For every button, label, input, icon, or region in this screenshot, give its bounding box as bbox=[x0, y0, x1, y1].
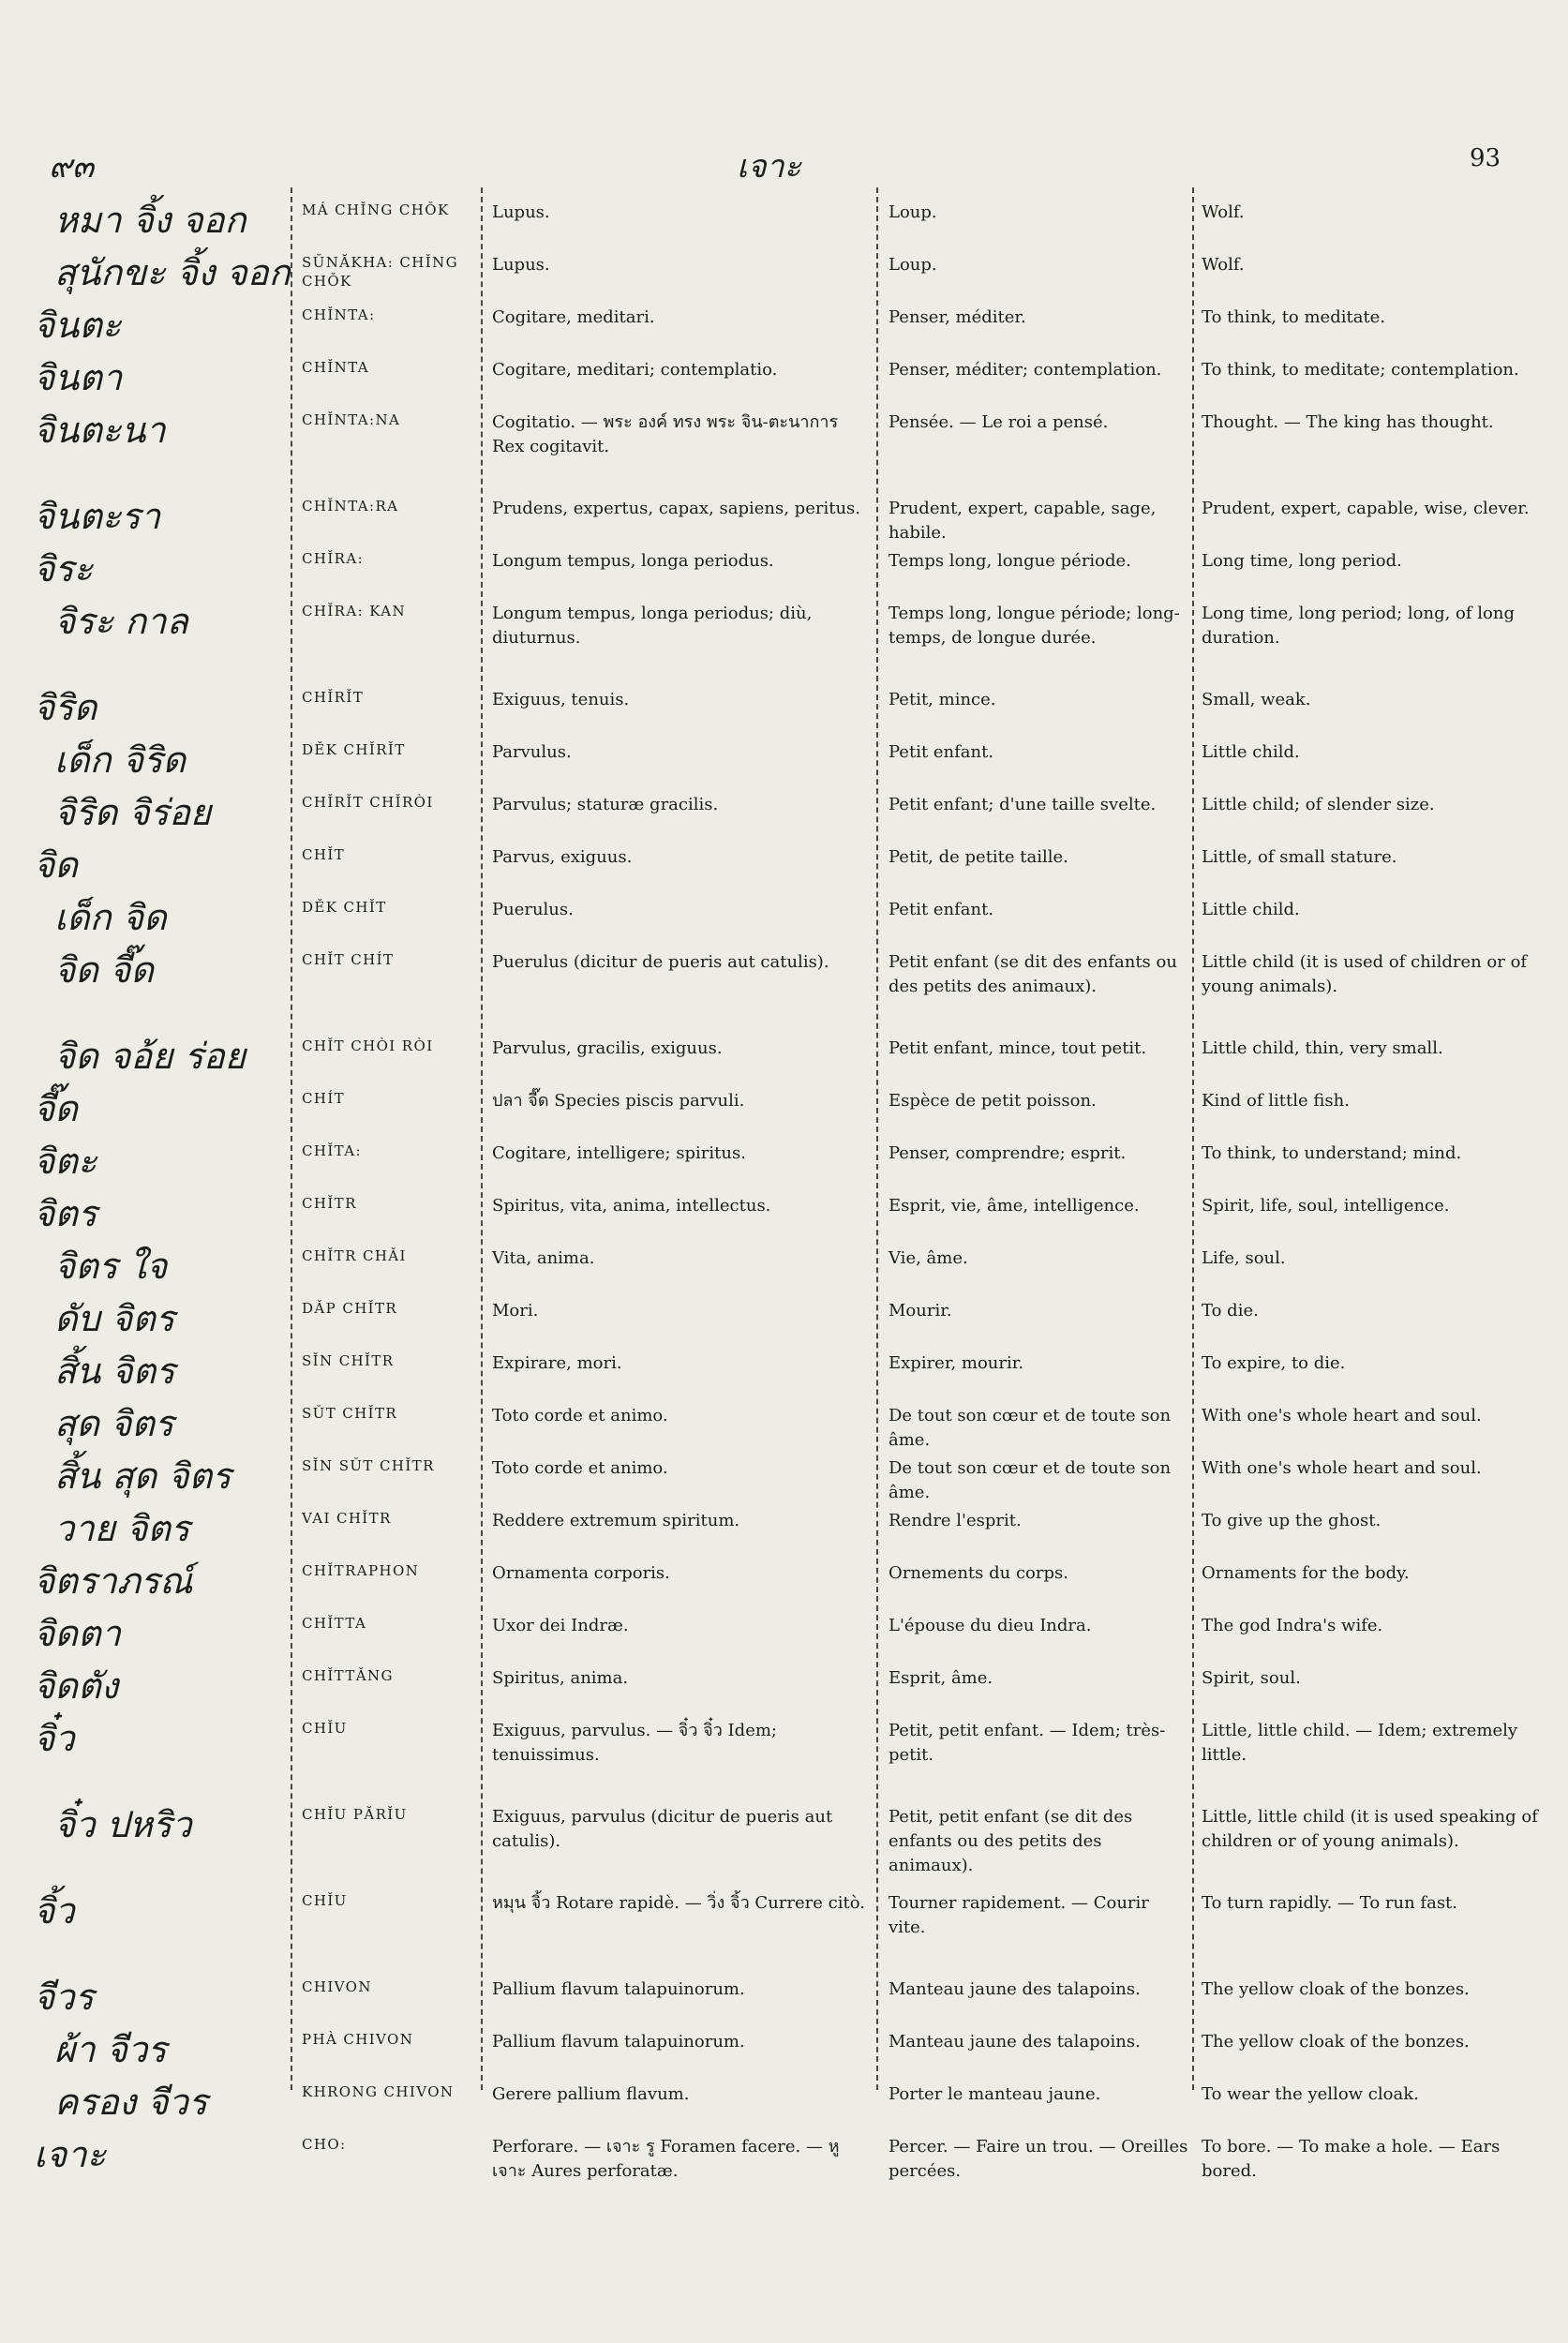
entry-row bbox=[0, 1233, 1568, 1286]
thai-headword: จิด จอ้ย ร่อย bbox=[54, 1036, 246, 1077]
french-definition: Mourir. bbox=[889, 1301, 952, 1321]
entry-row bbox=[0, 1653, 1568, 1706]
english-definition: Little child (it is used of children or of young animals). bbox=[1202, 952, 1528, 996]
entry-row bbox=[0, 484, 1568, 543]
latin-definition: Exiguus, parvulus. — จิ๋ว จิ๋ว Idem; tenuissimus. bbox=[492, 1721, 777, 1765]
entry-row bbox=[0, 2069, 1568, 2122]
latin-definition: Longum tempus, longa periodus; diù, diuturnus. bbox=[492, 604, 813, 648]
entry-row bbox=[0, 1792, 1568, 1878]
entry-row bbox=[0, 345, 1568, 397]
english-definition: Little, of small stature. bbox=[1202, 847, 1397, 867]
english-definition: To give up the ghost. bbox=[1202, 1511, 1381, 1530]
latin-definition: Cogitare, meditari. bbox=[492, 307, 655, 327]
french-definition: Ornements du corps. bbox=[889, 1563, 1068, 1583]
thai-headword: ดับ จิตร bbox=[54, 1298, 175, 1339]
entry-row bbox=[0, 1076, 1568, 1128]
english-definition: Small, weak. bbox=[1202, 690, 1311, 709]
romanization: CHǏTRAPHON bbox=[302, 1562, 420, 1579]
french-definition: L'épouse du dieu Indra. bbox=[889, 1616, 1092, 1635]
entry-row bbox=[0, 1601, 1568, 1653]
french-definition: Esprit, âme. bbox=[889, 1668, 993, 1688]
latin-definition: Longum tempus, longa periodus. bbox=[492, 551, 774, 571]
romanization: CHǏNTA bbox=[302, 359, 370, 376]
latin-definition: Gerere pallium flavum. bbox=[492, 2084, 690, 2104]
thai-headword: จี๊ด bbox=[34, 1088, 78, 1129]
entry-row bbox=[0, 1878, 1568, 1964]
romanization: CHǏRǏT bbox=[302, 689, 365, 706]
thai-headword: จิดตัง bbox=[34, 1665, 119, 1707]
english-definition: Prudent, expert, capable, wise, clever. bbox=[1202, 499, 1530, 518]
english-definition: Wolf. bbox=[1202, 255, 1245, 275]
entry-row bbox=[0, 589, 1568, 675]
entry-row bbox=[0, 240, 1568, 292]
romanization: VAI CHǏTR bbox=[302, 1510, 392, 1527]
romanization: PHÀ CHIVON bbox=[302, 2031, 414, 2048]
french-definition: Temps long, longue période. bbox=[889, 551, 1131, 571]
latin-definition: Parvulus. bbox=[492, 742, 572, 762]
french-definition: Petit, de petite taille. bbox=[889, 847, 1068, 867]
english-definition: With one's whole heart and soul. bbox=[1202, 1406, 1482, 1425]
romanization: DǍP CHǏTR bbox=[302, 1300, 398, 1317]
thai-headword: จินตะนา bbox=[34, 410, 166, 451]
romanization: CHǏTR bbox=[302, 1195, 357, 1212]
french-definition: Petit enfant. bbox=[889, 900, 994, 919]
latin-definition: Toto corde et animo. bbox=[492, 1458, 668, 1478]
english-definition: Kind of little fish. bbox=[1202, 1091, 1350, 1111]
entry-row bbox=[0, 1023, 1568, 1076]
thai-headword: จิด จี๊ด bbox=[54, 949, 154, 991]
english-definition: The yellow cloak of the bonzes. bbox=[1202, 1979, 1470, 1999]
thai-headword: จิตร ใจ bbox=[54, 1246, 168, 1287]
entry-row bbox=[0, 536, 1568, 589]
latin-definition: Cogitare, meditari; contemplatio. bbox=[492, 360, 778, 380]
romanization: CHǏT bbox=[302, 846, 346, 863]
entry-row bbox=[0, 2017, 1568, 2069]
english-definition: To expire, to die. bbox=[1202, 1353, 1346, 1373]
french-definition: Petit, mince. bbox=[889, 690, 996, 709]
latin-definition: Mori. bbox=[492, 1301, 539, 1321]
romanization: SǏN SǓT CHǏTR bbox=[302, 1457, 435, 1474]
thai-headword: จินตะ bbox=[34, 305, 122, 346]
romanization: CHǏNTA:NA bbox=[302, 411, 401, 428]
french-definition: Tourner rapidement. — Courir vite. bbox=[889, 1893, 1149, 1937]
entry-row bbox=[0, 1181, 1568, 1233]
thai-headword: ผ้า จีวร bbox=[54, 2029, 167, 2070]
thai-headword: จิ๋ว ปหริว bbox=[54, 1804, 192, 1845]
thai-headword: สิ้น สุด จิตร bbox=[54, 1455, 231, 1497]
thai-headword: จีวร bbox=[34, 1977, 95, 2018]
latin-definition: Pallium flavum talapuinorum. bbox=[492, 1979, 745, 1999]
romanization: SǓT CHǏTR bbox=[302, 1405, 398, 1422]
entry-row bbox=[0, 1496, 1568, 1548]
english-definition: Ornaments for the body. bbox=[1202, 1563, 1410, 1583]
romanization: CHǏU bbox=[302, 1892, 348, 1909]
romanization: CHǏU PĂRǏU bbox=[302, 1806, 408, 1823]
french-definition: Petit, petit enfant (se dit des enfants ou des petits des animaux). bbox=[889, 1807, 1133, 1875]
entry-row bbox=[0, 292, 1568, 345]
french-definition: De tout son cœur et de toute son âme. bbox=[889, 1406, 1172, 1450]
romanization: CHǏRA: bbox=[302, 550, 365, 567]
french-definition: Percer. — Faire un trou. — Oreilles percées. bbox=[889, 2137, 1188, 2181]
french-definition: Expirer, mourir. bbox=[889, 1353, 1024, 1373]
entry-row bbox=[0, 1706, 1568, 1792]
latin-definition: Exiguus, tenuis. bbox=[492, 690, 630, 709]
romanization: CHǏTA: bbox=[302, 1142, 362, 1159]
english-definition: Long time, long period. bbox=[1202, 551, 1402, 571]
entry-row bbox=[0, 1548, 1568, 1601]
running-head: เจาะ bbox=[737, 148, 801, 186]
entry-row bbox=[0, 780, 1568, 832]
english-definition: Spirit, life, soul, intelligence. bbox=[1202, 1196, 1450, 1216]
english-definition: To think, to understand; mind. bbox=[1202, 1143, 1462, 1163]
english-definition: To think, to meditate; contemplation. bbox=[1202, 360, 1519, 380]
latin-definition: Toto corde et animo. bbox=[492, 1406, 668, 1425]
french-definition: Petit enfant. bbox=[889, 742, 994, 762]
french-definition: Temps long, longue période; long-temps, de longue durée. bbox=[889, 604, 1180, 648]
romanization: CHO: bbox=[302, 2136, 347, 2153]
entry-row bbox=[0, 832, 1568, 885]
french-definition: Penser, méditer. bbox=[889, 307, 1026, 327]
romanization: MÁ CHǏNG CHǑK bbox=[302, 201, 450, 218]
thai-headword: จิระ bbox=[34, 548, 94, 589]
english-definition: Thought. — The king has thought. bbox=[1202, 412, 1494, 432]
latin-definition: Puerulus. bbox=[492, 900, 574, 919]
english-definition: To bore. — To make a hole. — Ears bored. bbox=[1202, 2137, 1501, 2181]
latin-definition: Reddere extremum spiritum. bbox=[492, 1511, 740, 1530]
latin-definition: Parvulus; staturæ gracilis. bbox=[492, 795, 719, 814]
latin-definition: Parvulus, gracilis, exiguus. bbox=[492, 1038, 723, 1058]
romanization: CHǏT CHÒI RÒI bbox=[302, 1037, 434, 1054]
english-definition: Little child. bbox=[1202, 900, 1300, 919]
thai-headword: จิ๋ว bbox=[34, 1718, 75, 1759]
romanization: CHǏRǏT CHǏRÒI bbox=[302, 794, 434, 811]
thai-headword: จินตะรา bbox=[34, 496, 161, 537]
entry-row bbox=[0, 397, 1568, 484]
french-definition: De tout son cœur et de toute son âme. bbox=[889, 1458, 1172, 1502]
latin-definition: Spiritus, anima. bbox=[492, 1668, 629, 1688]
french-definition: Manteau jaune des talapoins. bbox=[889, 2032, 1141, 2052]
thai-headword: สิ้น จิตร bbox=[54, 1351, 175, 1392]
english-definition: To die. bbox=[1202, 1301, 1259, 1321]
thai-headword: วาย จิตร bbox=[54, 1508, 190, 1549]
romanization: CHÍT bbox=[302, 1090, 346, 1107]
romanization: CHǏTTǍNG bbox=[302, 1667, 394, 1684]
romanization: CHǏU bbox=[302, 1720, 348, 1737]
english-definition: Wolf. bbox=[1202, 202, 1245, 222]
entry-row bbox=[0, 2122, 1568, 2208]
thai-page-number: ๙๓ bbox=[49, 148, 95, 186]
english-definition: Long time, long period; long, of long duration. bbox=[1202, 604, 1515, 648]
entry-row bbox=[0, 675, 1568, 727]
french-definition: Petit enfant, mince, tout petit. bbox=[889, 1038, 1147, 1058]
latin-definition: Cogitatio. — พระ องค์ ทรง พระ จิน-ตะนาการ Rex cogitavit. bbox=[492, 412, 839, 456]
romanization: CHǏTTA bbox=[302, 1615, 367, 1632]
romanization: SǏN CHǏTR bbox=[302, 1352, 395, 1369]
thai-headword: สุนักขะ จิ้ง จอก bbox=[54, 252, 291, 293]
entry-row bbox=[0, 1964, 1568, 2017]
romanization: CHǏRA: KAN bbox=[302, 603, 406, 619]
french-definition: Petit, petit enfant. — Idem; très-petit. bbox=[889, 1721, 1166, 1765]
romanization: DĚK CHǏRǏT bbox=[302, 741, 406, 758]
french-definition: Petit enfant; d'une taille svelte. bbox=[889, 795, 1157, 814]
latin-definition: หมุน จิ้ว Rotare rapidè. — วิ่ง จิ้ว Currere citò. bbox=[492, 1893, 865, 1913]
french-definition: Vie, âme. bbox=[889, 1248, 968, 1268]
french-definition: Penser, méditer; contemplation. bbox=[889, 360, 1162, 380]
thai-headword: เด็ก จิด bbox=[54, 897, 167, 938]
romanization: CHǏT CHÍT bbox=[302, 951, 395, 968]
thai-headword: จิด bbox=[34, 844, 78, 886]
thai-headword: จิตราภรณ์ bbox=[34, 1560, 193, 1602]
latin-definition: Exiguus, parvulus (dicitur de pueris aut catulis). bbox=[492, 1807, 833, 1851]
romanization: CHǏNTA: bbox=[302, 306, 376, 323]
french-definition: Penser, comprendre; esprit. bbox=[889, 1143, 1127, 1163]
latin-definition: Puerulus (dicitur de pueris aut catulis). bbox=[492, 952, 829, 972]
thai-headword: สุด จิตร bbox=[54, 1403, 174, 1444]
french-definition: Petit enfant (se dit des enfants ou des petits des animaux). bbox=[889, 952, 1177, 996]
french-definition: Prudent, expert, capable, sage, habile. bbox=[889, 499, 1157, 543]
english-definition: The god Indra's wife. bbox=[1202, 1616, 1383, 1635]
entry-row bbox=[0, 1286, 1568, 1338]
entry-row bbox=[0, 1128, 1568, 1181]
thai-headword: เด็ก จิริด bbox=[54, 739, 187, 781]
latin-definition: Spiritus, vita, anima, intellectus. bbox=[492, 1196, 771, 1216]
english-definition: Little child. bbox=[1202, 742, 1300, 762]
thai-headword: ครอง จีวร bbox=[54, 2082, 208, 2123]
english-definition: Little child; of slender size. bbox=[1202, 795, 1435, 814]
french-definition: Espèce de petit poisson. bbox=[889, 1091, 1097, 1111]
english-definition: Little, little child (it is used speaking of children or of young animals). bbox=[1202, 1807, 1538, 1851]
thai-headword: จิตะ bbox=[34, 1141, 97, 1182]
entry-row bbox=[0, 1338, 1568, 1391]
romanization: CHIVON bbox=[302, 1978, 372, 1995]
romanization: CHǏNTA:RA bbox=[302, 498, 399, 515]
entry-row bbox=[0, 1443, 1568, 1502]
french-definition: Pensée. — Le roi a pensé. bbox=[889, 412, 1109, 432]
dictionary-entries bbox=[0, 187, 1568, 2208]
english-definition: Little child, thin, very small. bbox=[1202, 1038, 1443, 1058]
latin-definition: Vita, anima. bbox=[492, 1248, 595, 1268]
french-definition: Esprit, vie, âme, intelligence. bbox=[889, 1196, 1140, 1216]
entry-row bbox=[0, 727, 1568, 780]
thai-headword: เจาะ bbox=[34, 2134, 107, 2175]
latin-definition: Prudens, expertus, capax, sapiens, peritus. bbox=[492, 499, 861, 518]
latin-definition: Lupus. bbox=[492, 202, 550, 222]
french-definition: Manteau jaune des talapoins. bbox=[889, 1979, 1141, 1999]
english-definition: Life, soul. bbox=[1202, 1248, 1286, 1268]
thai-headword: จิริด จิร่อย bbox=[54, 792, 212, 833]
english-definition: With one's whole heart and soul. bbox=[1202, 1458, 1482, 1478]
page-header bbox=[0, 141, 1568, 187]
french-definition: Loup. bbox=[889, 202, 937, 222]
thai-headword: จินตา bbox=[34, 357, 123, 398]
french-definition: Rendre l'esprit. bbox=[889, 1511, 1022, 1530]
entry-row bbox=[0, 885, 1568, 937]
romanization: CHǏTR CHǍI bbox=[302, 1247, 407, 1264]
english-definition: Little, little child. — Idem; extremely little. bbox=[1202, 1721, 1518, 1765]
page-number: 93 bbox=[1470, 144, 1501, 172]
english-definition: To turn rapidly. — To run fast. bbox=[1202, 1893, 1458, 1913]
thai-headword: จิริด bbox=[34, 687, 97, 728]
latin-definition: ปลา จี๊ด Species piscis parvuli. bbox=[492, 1091, 745, 1111]
english-definition: To think, to meditate. bbox=[1202, 307, 1386, 327]
latin-definition: Expirare, mori. bbox=[492, 1353, 622, 1373]
latin-definition: Ornamenta corporis. bbox=[492, 1563, 670, 1583]
entry-row bbox=[0, 1391, 1568, 1450]
latin-definition: Cogitare, intelligere; spiritus. bbox=[492, 1143, 746, 1163]
romanization: SŬNĂKHA: CHǏNG CHǑK bbox=[302, 254, 459, 290]
french-definition: Porter le manteau jaune. bbox=[889, 2084, 1101, 2104]
french-definition: Loup. bbox=[889, 255, 937, 275]
latin-definition: Perforare. — เจาะ รู Foramen facere. — หู เจาะ Aures perforatæ. bbox=[492, 2137, 840, 2181]
entry-row bbox=[0, 937, 1568, 1023]
thai-headword: จิระ กาล bbox=[54, 601, 188, 642]
latin-definition: Uxor dei Indræ. bbox=[492, 1616, 629, 1635]
romanization: DĚK CHǏT bbox=[302, 899, 387, 916]
romanization: KHRONG CHIVON bbox=[302, 2083, 455, 2100]
entry-row bbox=[0, 187, 1568, 240]
thai-headword: จิ้ว bbox=[34, 1890, 75, 1932]
latin-definition: Parvus, exiguus. bbox=[492, 847, 633, 867]
thai-headword: จิดตา bbox=[34, 1613, 121, 1654]
thai-headword: จิตร bbox=[34, 1193, 97, 1234]
english-definition: Spirit, soul. bbox=[1202, 1668, 1301, 1688]
latin-definition: Pallium flavum talapuinorum. bbox=[492, 2032, 745, 2052]
thai-headword: หมา จิ้ง จอก bbox=[54, 200, 246, 241]
english-definition: The yellow cloak of the bonzes. bbox=[1202, 2032, 1470, 2052]
latin-definition: Lupus. bbox=[492, 255, 550, 275]
english-definition: To wear the yellow cloak. bbox=[1202, 2084, 1419, 2104]
